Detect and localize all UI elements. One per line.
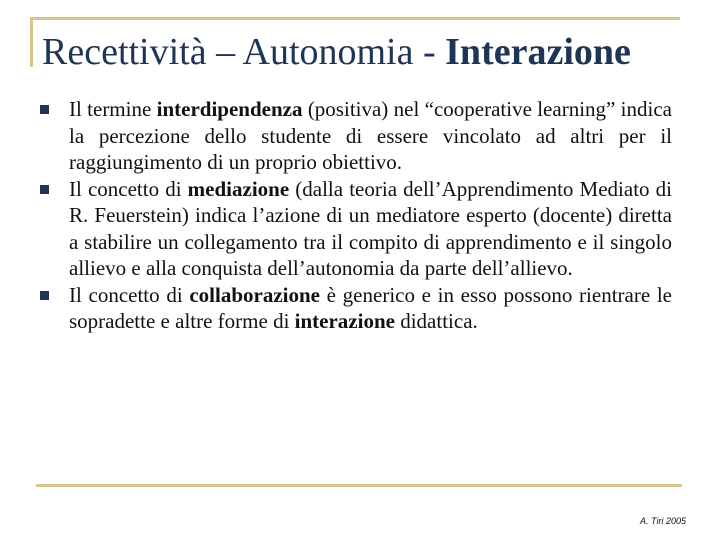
- bullet-3-bold-1: collaborazione: [189, 282, 320, 307]
- square-bullet-icon: [40, 185, 49, 194]
- footer-credit: A. Tiri 2005: [640, 516, 686, 526]
- slide-title: [42, 28, 712, 76]
- top-frame-line: [30, 17, 680, 20]
- bullet-1-bold-1: interdipendenza: [156, 97, 303, 121]
- bullet-item-mediazione: [40, 176, 672, 282]
- bullet-2-text-2: (dalla teoria dell’Apprendimento Mediato di R. Feuerstein) indica l’azione di un mediatore esperto (docente) diretta a stabilire un collegamento tra il compito di apprendimento e il singolo allievo e alla conquista dell’autonomia da parte dell’allievo.: [69, 176, 672, 280]
- bullet-1-text-1: Il termine: [69, 97, 157, 121]
- bullet-1-text-2: (positiva) nel “cooperative learning” indica la percezione dello studente di essere vincolato ad altri per il raggiungimento di un proprio obiettivo.: [69, 97, 672, 174]
- bullet-3-text-2: è generico e in esso possono rientrare le sopradette e altre forme di: [69, 282, 672, 333]
- bullet-3-text-1: Il concetto di: [69, 282, 190, 307]
- bullet-item-collaborazione: [40, 282, 672, 335]
- title-part-2: Interazione: [445, 31, 631, 73]
- square-bullet-icon: [40, 105, 49, 114]
- bullet-2-text-1: Il concetto di: [69, 176, 188, 201]
- square-bullet-icon: [40, 291, 49, 300]
- bullet-list: [40, 96, 672, 335]
- title-part-1: Recettività – Autonomia -: [42, 31, 446, 73]
- left-frame-line: [30, 17, 33, 67]
- bullet-2-bold-1: mediazione: [187, 176, 290, 201]
- bullet-item-interdipendenza: [40, 96, 672, 176]
- bullet-3-text-3: didattica.: [394, 309, 478, 333]
- bullet-3-bold-2: interazione: [294, 309, 395, 333]
- bottom-frame-line: [36, 484, 682, 487]
